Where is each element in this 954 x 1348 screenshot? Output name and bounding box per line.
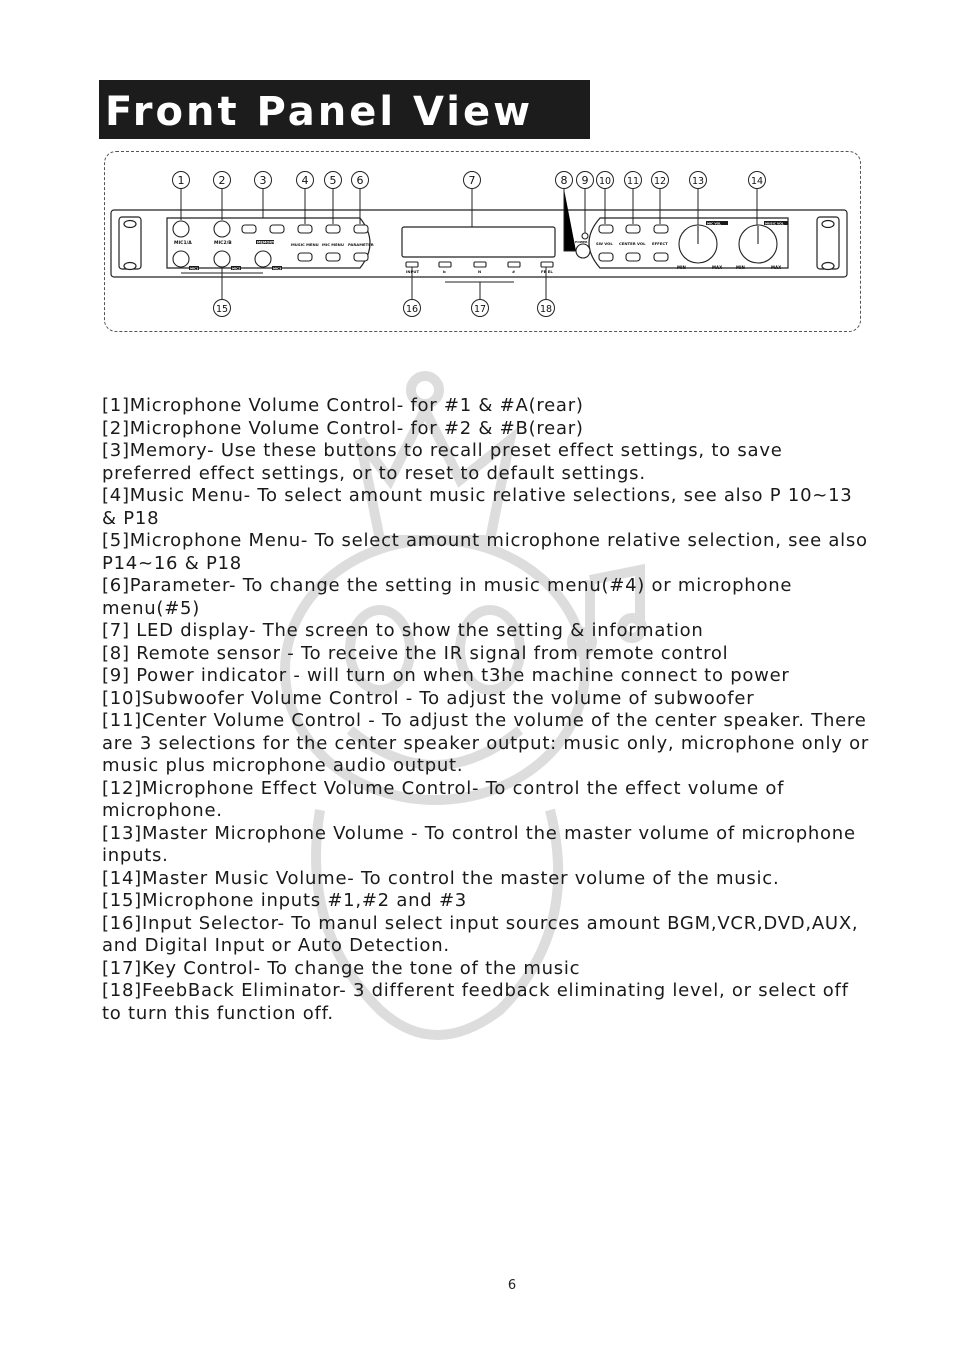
callout-14-label: 14 — [750, 176, 764, 187]
mic2-input-jack[interactable] — [214, 251, 230, 267]
remote-sensor — [576, 244, 590, 258]
description-item: [4]Music Menu- To select amount music relative selections, see also P 10~13 & P18 — [102, 485, 853, 529]
mic-menu-label: MIC MENU — [322, 242, 344, 247]
music-menu-down-button[interactable] — [298, 253, 312, 261]
description-item: [13]Master Microphone Volume - To control the master volume of microphone inputs. — [102, 822, 856, 866]
callout-16-label: 16 — [405, 304, 419, 315]
music-menu-up-button[interactable] — [298, 225, 312, 233]
sub-vol-down-button[interactable] — [599, 253, 613, 261]
feedback-eliminator-button[interactable] — [541, 262, 553, 267]
effect-vol-up-button[interactable] — [654, 225, 668, 233]
effect-vol-down-button[interactable] — [654, 253, 668, 261]
callout-4-label: 4 — [301, 174, 309, 187]
description-item: [8] Remote sensor - To receive the IR signal from remote control — [102, 642, 729, 664]
led-display — [402, 227, 555, 257]
music-max-label: MAX — [771, 265, 782, 270]
key-flat-label: b — [443, 269, 446, 274]
key-sharp-label: # — [512, 269, 516, 274]
center-vol-label: CENTER VOL — [619, 241, 646, 246]
description-item: [17]Key Control- To change the tone of the music — [102, 957, 581, 979]
description-item: [15]Microphone inputs #1,#2 and #3 — [102, 890, 467, 911]
callout-15-label: 15 — [215, 304, 229, 315]
parameter-down-button[interactable] — [354, 253, 368, 261]
callout-2-label: 2 — [218, 174, 226, 187]
description-item: [6]Parameter- To change the setting in music menu(#4) or microphone menu(#5) — [102, 575, 793, 619]
callout-7-label: 7 — [468, 174, 476, 187]
page-title: Front Panel View — [105, 89, 534, 135]
description-item: [1]Microphone Volume Control- for #1 & #A(rear) — [102, 395, 584, 416]
description-item: [2]Microphone Volume Control- for #2 & #B(rear) — [102, 417, 584, 439]
memory-button-2[interactable] — [270, 225, 284, 233]
input-label: INPUT — [406, 269, 420, 274]
music-menu-label: MUSIC MENU — [291, 242, 319, 247]
mic-max-label: MAX — [712, 265, 723, 270]
callout-3-label: 3 — [259, 174, 267, 187]
parameter-up-button[interactable] — [354, 225, 368, 233]
callout-1-label: 1 — [177, 174, 185, 187]
description-item: [9] Power indicator - will turn on when t3he machine connect to power — [102, 665, 790, 686]
callout-6-label: 6 — [356, 174, 364, 187]
input-selector-button[interactable] — [406, 262, 418, 267]
memory-button-1[interactable] — [242, 225, 256, 233]
center-vol-up-button[interactable] — [626, 225, 640, 233]
key-flat-button[interactable] — [439, 262, 451, 267]
mic1-volume-knob[interactable] — [173, 221, 189, 237]
memory-label: MEMORY — [257, 240, 275, 245]
front-panel-diagram — [0, 0, 954, 340]
mic2-input-label: MIC2 — [232, 266, 241, 271]
description-item: [18]FeebBack Eliminator- 3 different feedback eliminating level, or select off to turn this function off. — [102, 980, 849, 1024]
key-natural-button[interactable] — [474, 262, 486, 267]
mic2-volume-knob[interactable] — [214, 221, 230, 237]
power-indicator — [582, 233, 588, 239]
callout-18-label: 18 — [539, 304, 553, 315]
key-natural-label: N — [478, 269, 482, 274]
callout-8-label: 8 — [560, 174, 568, 187]
music-min-label: MIN — [736, 265, 745, 270]
music-vol-label: MUSIC VOL — [765, 221, 784, 226]
mic2b-label: MIC2/B — [214, 241, 232, 246]
description-item: [5]Microphone Menu- To select amount microphone relative selection, see also P14~16 & P18 — [102, 530, 868, 574]
description-item: [14]Master Music Volume- To control the master volume of the music. — [102, 867, 780, 889]
mic3-input-label: MIC3 — [273, 266, 282, 271]
effect-label: EFFECT — [652, 241, 668, 246]
description-item: [12]Microphone Effect Volume Control- To control the effect volume of microphone. — [102, 777, 785, 821]
callout-11-label: 11 — [626, 176, 640, 187]
callout-12-label: 12 — [653, 176, 667, 187]
sub-vol-up-button[interactable] — [599, 225, 613, 233]
center-vol-down-button[interactable] — [626, 253, 640, 261]
mic-menu-up-button[interactable] — [326, 225, 340, 233]
mic-menu-down-button[interactable] — [326, 253, 340, 261]
callout-9-label: 9 — [581, 174, 589, 187]
sub-vol-label: SW VOL — [596, 241, 613, 246]
parameter-label: PARAMETER — [348, 242, 374, 247]
callout-5-label: 5 — [329, 174, 337, 187]
mic1a-label: MIC1/A — [174, 241, 192, 246]
page-number: 6 — [507, 1278, 517, 1293]
description-list — [102, 395, 872, 1025]
callout-10-label: 10 — [598, 176, 612, 187]
description-item: [3]Memory- Use these buttons to recall preset effect settings, to save preferred effect settings, or to reset to default settings. — [102, 440, 783, 484]
mic1-input-label: MIC1 — [190, 266, 199, 271]
callout-17-label: 17 — [473, 304, 487, 315]
power-label: POWER — [575, 240, 588, 244]
description-item: [11]Center Volume Control - To adjust the volume of the center speaker. There are 3 selections for the center speaker output: music only, microphone only or music plus microphone audio output. — [102, 710, 870, 776]
description-item: [7] LED display- The screen to show the setting & information — [102, 620, 704, 641]
mic-min-label: MIN — [677, 265, 686, 270]
mic-vol-label: MIC VOL — [707, 221, 722, 226]
key-sharp-button[interactable] — [508, 262, 520, 267]
mic1-input-jack[interactable] — [173, 251, 189, 267]
description-item: [16]Input Selector- To manul select input sources amount BGM,VCR,DVD,AUX, and Digital Input or Auto Detection. — [102, 912, 859, 956]
mic3-input-jack[interactable] — [255, 251, 271, 267]
description-item: [10]Subwoofer Volume Control - To adjust the volume of subwoofer — [102, 687, 755, 709]
fbe-label: FB EL — [541, 269, 553, 274]
callout-13-label: 13 — [691, 176, 705, 187]
